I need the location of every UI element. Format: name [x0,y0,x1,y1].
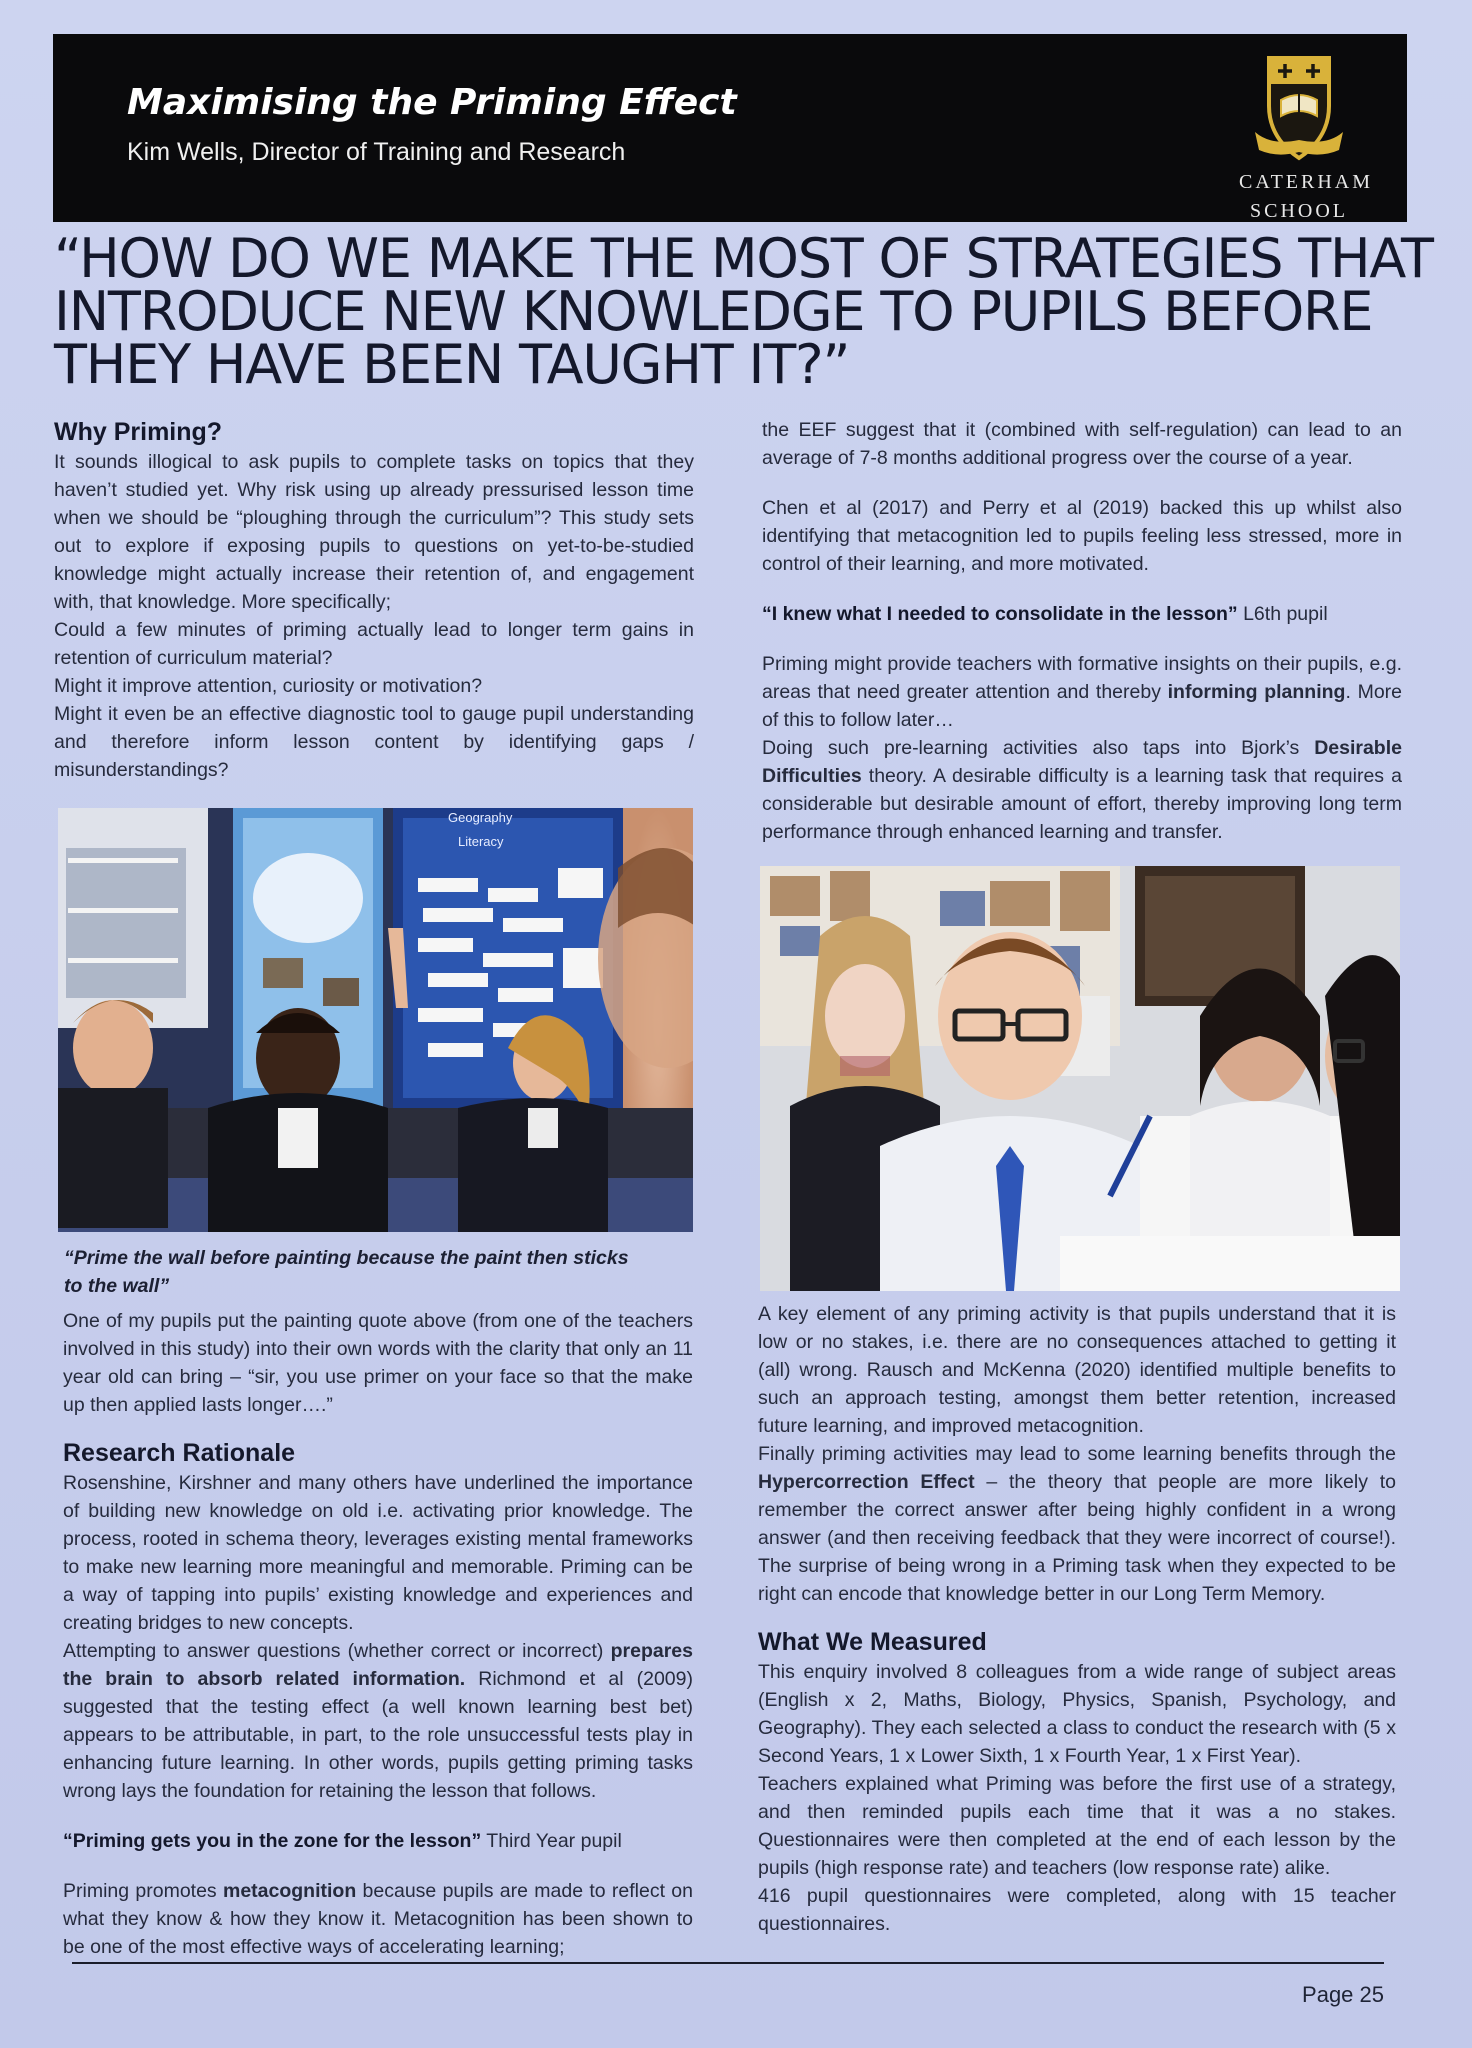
metacognition-paragraph [63,1877,693,1961]
desirable-difficulties-paragraph [762,734,1402,846]
quote-attribution-l6th: L6th pupil [1237,603,1328,625]
caption-line-2: to the wall” [64,1275,170,1297]
classroom-photo-left [58,808,693,1232]
quote-bold: “Priming gets you in the zone for the lesson” [63,1830,482,1852]
p4-bold: Desirable Difficulties [762,737,1402,787]
meta-text-b: because pupils are made to reflect on what they know & how they know it. Metacognition has been shown to be one of the most effective ways of accelerating learning; [63,1880,694,1958]
chen-perry-paragraph: Chen et al (2017) and Perry et al (2019) backed this up whilst also identifying that metacognition led to pupils feeling less stressed, more in control of their learning, and more motivated. [762,497,1402,575]
questionnaires-paragraph: 416 pupil questionnaires were completed, along with 15 teacher questionnaires. [758,1885,1396,1935]
board-heading-literacy: Literacy [458,834,504,849]
p3-text-a: Priming might provide teachers with formative insights on their pupils, e.g. areas that need greater attention and thereby [762,653,1402,703]
classroom-photo-right [760,866,1400,1291]
teachers-explained-paragraph: Teachers explained what Priming was before the first use of a strategy, and then reminded pupils each time that it was a no stakes. Questionnaires were then completed at the end of each lesson by the pupils (high response rate) and teachers (low response rate) alike. [758,1773,1396,1879]
author-line: Kim Wells, Director of Training and Research [127,138,626,166]
rationale-p2-bold: prepares the brain to absorb related information. [63,1640,693,1690]
meta-bold: metacognition [222,1880,357,1902]
crest-shield-icon [1251,54,1347,166]
page-number: Page 25 [1302,1982,1384,2007]
right-column-bottom [758,1300,1396,1938]
eef-paragraph: the EEF suggest that it (combined with self-regulation) can lead to an average of 7-8 months additional progress over the course of a year. [762,419,1402,469]
p3-text-b: . More of this to follow later… [762,681,1402,731]
why-paragraph-2: Could a few minutes of priming actually lead to longer term gains in retention of curriculum material? [54,619,694,669]
why-priming-heading: Why Priming? [54,418,223,446]
school-crest [1239,54,1374,222]
pupil-quote-third-year [63,1827,693,1855]
rationale-p2-text-a: Attempting to answer questions (whether correct or incorrect) [63,1640,611,1662]
quote-bold-l6th: “I knew what I needed to consolidate in the lesson” [762,603,1238,625]
p6-bold: Hypercorrection Effect [758,1471,975,1493]
pupil-paraphrase-paragraph: One of my pupils put the painting quote above (from one of the teachers involved in this study) into their own words with the clarity that only an 11 year old can bring – “sir, you use primer on your face so that the make up then applied lasts longer….” [63,1310,693,1416]
caption-line-1: “Prime the wall before painting because the paint then sticks [64,1247,629,1269]
rationale-paragraph-2 [63,1637,693,1805]
photo-caption [64,1244,694,1300]
rationale-p2-text-b: Richmond et al (2009) suggested that the testing effect (a well known learning best bet) appears to be attributable, in part, to the role unsuccessful tests play in enhancing future learning. In other words, pupils getting priming tasks wrong lays the foundation for retaining the lesson that follows. [63,1668,693,1802]
why-paragraph-1: It sounds illogical to ask pupils to complete tasks on topics that they haven’t studied yet. Why risk using up already pressurised lesson time when we should be “ploughing through the curriculum”? This study sets out to explore if exposing pupils to questions on yet-to-be-studied knowledge might actually increase their retention of, and engagement with, that knowledge. More specifically; [54,451,694,613]
quote-attribution: Third Year pupil [481,1830,622,1852]
header-banner [53,34,1407,222]
research-rationale-heading: Research Rationale [63,1439,296,1467]
p3-bold: informing planning [1167,681,1346,703]
p6-text-b: – the theory that people are more likely to remember the correct answer after being highly confident in a wrong answer (and then receiving feedback that they were incorrect of course!). The surprise of being wrong in a Priming task when they expected to be right can encode that knowledge better in our Long Term Memory. [758,1471,1396,1605]
low-stakes-paragraph: A key element of any priming activity is that pupils understand that it is low or no stakes, i.e. there are no consequences attached to getting it (all) wrong. Rausch and McKenna (2020) identified multiple benefits to such an approach testing, amongst them better retention, increased future learning, and improved metacognition. [758,1303,1396,1437]
hypercorrection-paragraph [758,1440,1396,1608]
headline-question: “HOW DO WE MAKE THE MOST OF STRATEGIES THAT INTRODUCE NEW KNOWLEDGE TO PUPILS BEFORE THEY HAVE BEEN TAUGHT IT?” [54,227,1433,396]
enquiry-paragraph: This enquiry involved 8 colleagues from a wide range of subject areas (English x 2, Maths, Biology, Physics, Spanish, Psychology, and Geography). They each selected a class to conduct the research with (5 x Second Years, 1 x Lower Sixth, 1 x Fourth Year, 1 x First Year). [758,1661,1396,1767]
board-heading-geography: Geography [448,810,513,825]
what-we-measured-heading: What We Measured [758,1628,987,1656]
why-paragraph-3: Might it improve attention, curiosity or motivation? [54,675,483,697]
why-paragraph-4: Might it even be an effective diagnostic tool to gauge pupil understanding and therefore inform lesson content by identifying gaps / misunderstandings? [54,703,694,781]
school-name-line-2: SCHOOL [1249,200,1348,222]
rationale-paragraph-1: Rosenshine, Kirshner and many others have underlined the importance of building new knowledge on old i.e. activating prior knowledge. The process, rooted in schema theory, leverages existing mental frameworks to make new learning more meaningful and memorable. Priming can be a way of tapping into pupils’ existing knowledge and experiences and creating bridges to new concepts. [63,1472,693,1634]
article-title: Maximising the Priming Effect [127,82,737,123]
right-column-top [762,416,1402,846]
school-name-line-1: CATERHAM [1239,171,1374,193]
p4-text-a: Doing such pre-learning activities also taps into Bjork’s [762,737,1315,759]
pupil-quote-l6th [762,600,1402,628]
p6-text-a: Finally priming activities may lead to some learning benefits through the [758,1443,1396,1465]
footer-rule [72,1962,1384,1964]
meta-text-a: Priming promotes [63,1880,223,1902]
left-column-top [54,416,694,784]
left-column-bottom [63,1307,693,1961]
p4-text-b: theory. A desirable difficulty is a learning task that requires a considerable but desirable amount of effort, thereby improving long term performance through enhanced learning and transfer. [762,765,1402,843]
formative-insights-paragraph [762,650,1402,734]
